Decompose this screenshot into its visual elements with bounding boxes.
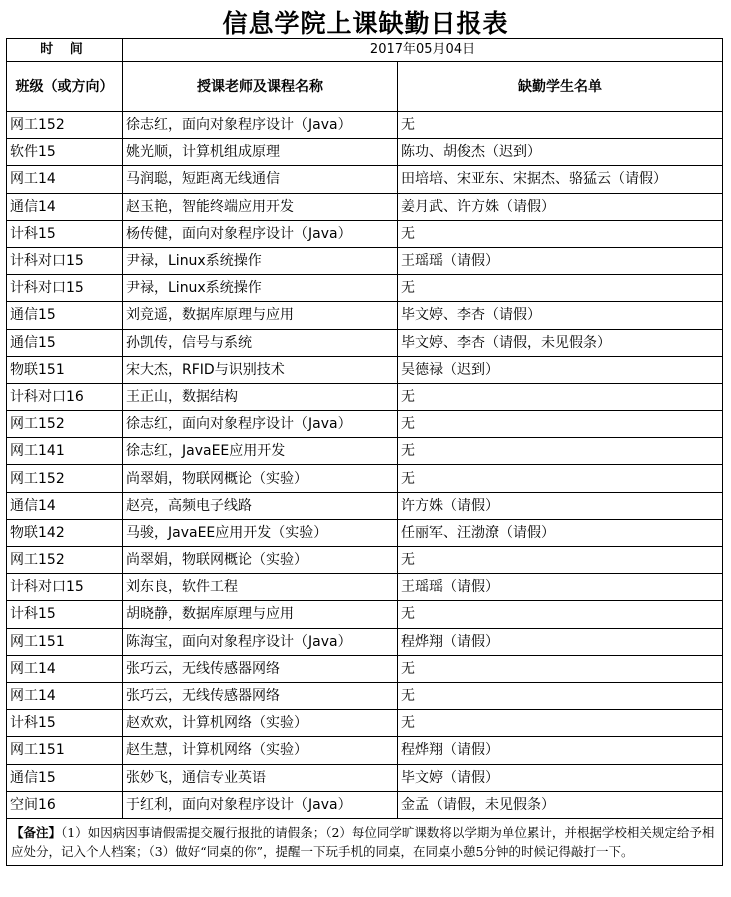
table-row: [7, 764, 723, 791]
absent-cell: 无: [398, 275, 723, 302]
absent-cell: 无: [398, 411, 723, 438]
class-cell: 网工151: [7, 628, 123, 655]
table-row: [7, 547, 723, 574]
absent-cell: 金孟（请假，未见假条）: [398, 791, 723, 818]
table-row: [7, 275, 723, 302]
class-cell: 物联151: [7, 356, 123, 383]
absent-cell: 毕文婷（请假）: [398, 764, 723, 791]
absent-cell: 毕文婷、李杏（请假，未见假条）: [398, 329, 723, 356]
course-cell: 赵玉艳，智能终端应用开发: [123, 193, 398, 220]
table-row: [7, 356, 723, 383]
course-cell: 孙凯传，信号与系统: [123, 329, 398, 356]
absent-cell: 姜月武、许方姝（请假）: [398, 193, 723, 220]
course-cell: 徐志红，面向对象程序设计（Java）: [123, 411, 398, 438]
course-cell: 王正山，数据结构: [123, 383, 398, 410]
absent-cell: 田培培、宋亚东、宋据杰、骆猛云（请假）: [398, 166, 723, 193]
course-cell: 杨传健，面向对象程序设计（Java）: [123, 220, 398, 247]
class-cell: 物联142: [7, 519, 123, 546]
class-cell: 通信15: [7, 302, 123, 329]
class-cell: 计科对口15: [7, 275, 123, 302]
course-cell: 赵亮，高频电子线路: [123, 492, 398, 519]
course-cell: 马骏，JavaEE应用开发（实验）: [123, 519, 398, 546]
absent-cell: 无: [398, 710, 723, 737]
table-row: [7, 112, 723, 139]
class-cell: 空间16: [7, 791, 123, 818]
table-row: [7, 166, 723, 193]
class-cell: 网工141: [7, 438, 123, 465]
absent-cell: 程烨翔（请假）: [398, 628, 723, 655]
class-cell: 计科15: [7, 601, 123, 628]
table-row: [7, 465, 723, 492]
table-row: [7, 519, 723, 546]
table-row: [7, 574, 723, 601]
table-row: [7, 329, 723, 356]
absent-cell: 毕文婷、李杏（请假）: [398, 302, 723, 329]
header-row: [7, 62, 723, 112]
class-cell: 网工151: [7, 737, 123, 764]
class-cell: 计科对口15: [7, 574, 123, 601]
table-row: [7, 411, 723, 438]
absent-cell: 陈功、胡俊杰（迟到）: [398, 139, 723, 166]
note-label: 【备注】: [11, 824, 62, 840]
class-cell: 通信14: [7, 193, 123, 220]
class-cell: 计科对口16: [7, 383, 123, 410]
table-row: [7, 492, 723, 519]
absent-cell: 王瑶瑶（请假）: [398, 574, 723, 601]
absence-table: [6, 38, 723, 866]
course-cell: 刘东良，软件工程: [123, 574, 398, 601]
course-cell: 张妙飞，通信专业英语: [123, 764, 398, 791]
table-row: [7, 655, 723, 682]
absent-cell: 程烨翔（请假）: [398, 737, 723, 764]
table-row: [7, 247, 723, 274]
absent-cell: 无: [398, 655, 723, 682]
course-cell: 徐志红，面向对象程序设计（Java）: [123, 112, 398, 139]
course-cell: 张巧云，无线传感器网络: [123, 682, 398, 709]
table-row: [7, 193, 723, 220]
table-row: [7, 139, 723, 166]
absent-cell: 王瑶瑶（请假）: [398, 247, 723, 274]
course-cell: 张巧云，无线传感器网络: [123, 655, 398, 682]
class-cell: 网工14: [7, 682, 123, 709]
table-row: [7, 601, 723, 628]
course-cell: 尚翠娟，物联网概论（实验）: [123, 547, 398, 574]
report-date: 2017年05月04日: [123, 39, 723, 62]
absent-cell: 无: [398, 465, 723, 492]
course-cell: 陈海宝，面向对象程序设计（Java）: [123, 628, 398, 655]
table-row: [7, 628, 723, 655]
absent-cell: 无: [398, 383, 723, 410]
course-cell: 马润聪，短距离无线通信: [123, 166, 398, 193]
class-cell: 计科15: [7, 220, 123, 247]
class-cell: 网工14: [7, 655, 123, 682]
class-cell: 网工152: [7, 547, 123, 574]
absent-cell: 任丽军、汪渤潦（请假）: [398, 519, 723, 546]
course-cell: 尹禄，Linux系统操作: [123, 275, 398, 302]
course-cell: 刘竞遥，数据库原理与应用: [123, 302, 398, 329]
table-row: [7, 791, 723, 818]
class-cell: 通信15: [7, 329, 123, 356]
absent-cell: 无: [398, 438, 723, 465]
course-cell: 姚光顺，计算机组成原理: [123, 139, 398, 166]
table-row: [7, 302, 723, 329]
course-cell: 赵生慧，计算机网络（实验）: [123, 737, 398, 764]
class-cell: 网工152: [7, 411, 123, 438]
class-cell: 计科对口15: [7, 247, 123, 274]
absent-cell: 无: [398, 547, 723, 574]
time-row: [7, 39, 723, 62]
table-row: [7, 438, 723, 465]
course-cell: 宋大杰，RFID与识别技术: [123, 356, 398, 383]
report-title: 信息学院上课缺勤日报表: [222, 9, 509, 38]
table-row: [7, 737, 723, 764]
class-cell: 网工152: [7, 112, 123, 139]
course-cell: 胡晓静，数据库原理与应用: [123, 601, 398, 628]
absent-cell: 无: [398, 112, 723, 139]
course-cell: 赵欢欢，计算机网络（实验）: [123, 710, 398, 737]
header-class: 班级（或方向）: [7, 62, 123, 112]
class-cell: 网工14: [7, 166, 123, 193]
table-row: [7, 383, 723, 410]
note-text: （1）如因病因事请假需提交履行报批的请假条；（2）每位同学旷课数将以学期为单位累计，并根据学校相关规定给予相应处分，记入个人档案；（3）做好“同桌的你”，提醒一下玩手机的同桌，在同桌小憩5分钟的时候记得敲打一下。: [11, 824, 715, 859]
header-teacher-course: 授课老师及课程名称: [123, 62, 398, 112]
absent-cell: 吴德禄（迟到）: [398, 356, 723, 383]
absent-cell: 无: [398, 682, 723, 709]
table-row: [7, 682, 723, 709]
course-cell: 尚翠娟，物联网概论（实验）: [123, 465, 398, 492]
course-cell: 徐志红，JavaEE应用开发: [123, 438, 398, 465]
class-cell: 网工152: [7, 465, 123, 492]
header-absent-students: 缺勤学生名单: [398, 62, 723, 112]
course-cell: 尹禄，Linux系统操作: [123, 247, 398, 274]
table-row: [7, 220, 723, 247]
class-cell: 软件15: [7, 139, 123, 166]
note-row: [7, 818, 723, 865]
table-row: [7, 710, 723, 737]
absent-cell: 无: [398, 220, 723, 247]
absent-cell: 无: [398, 601, 723, 628]
note-cell: [7, 818, 723, 865]
class-cell: 通信15: [7, 764, 123, 791]
course-cell: 于红利，面向对象程序设计（Java）: [123, 791, 398, 818]
class-cell: 通信14: [7, 492, 123, 519]
absent-cell: 许方姝（请假）: [398, 492, 723, 519]
class-cell: 计科15: [7, 710, 123, 737]
time-label: 时 间: [7, 39, 123, 62]
